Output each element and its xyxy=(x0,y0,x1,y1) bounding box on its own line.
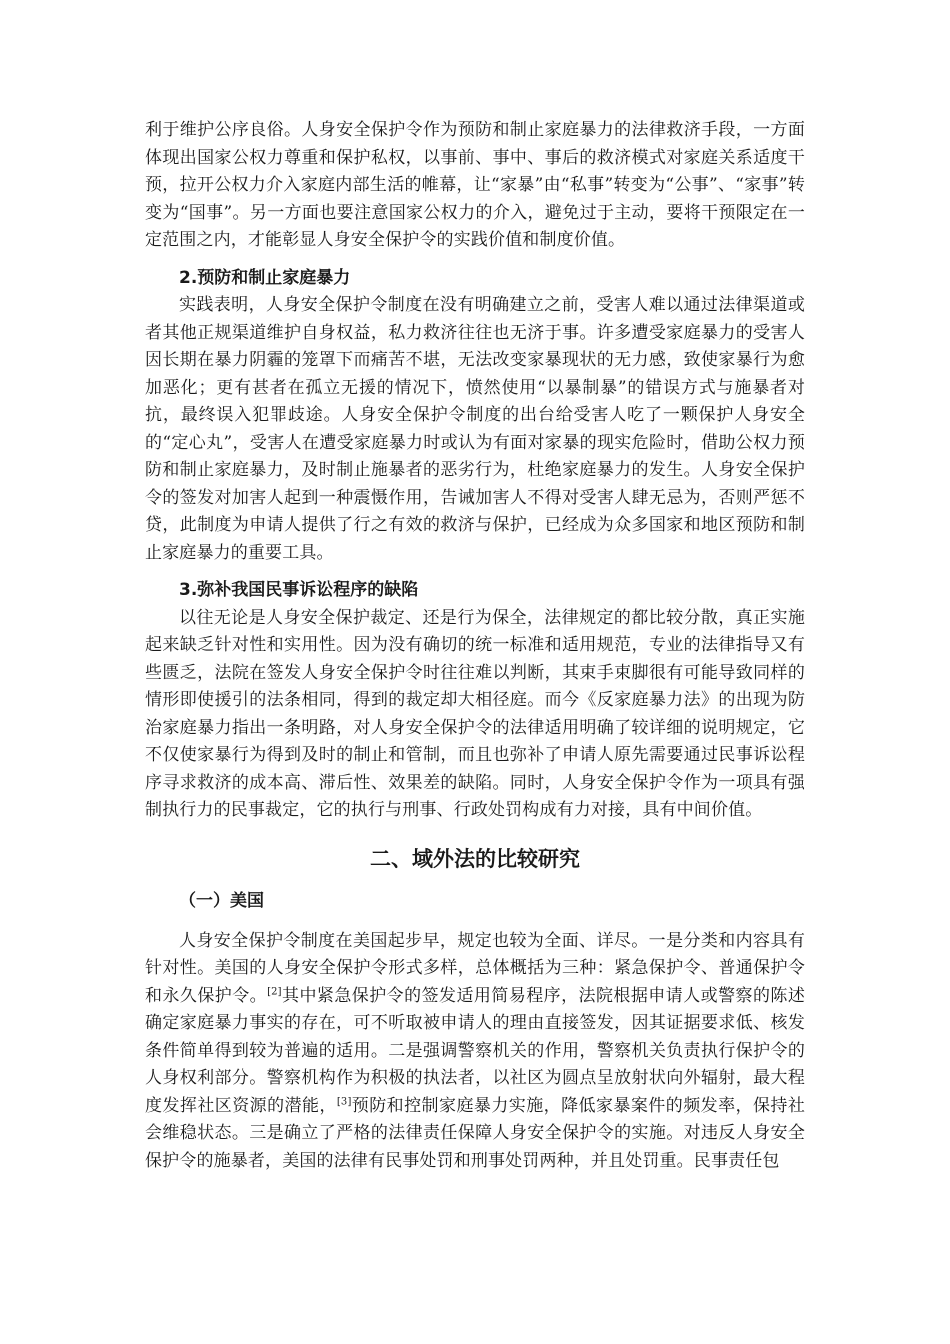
paragraph-public-order: 利于维护公序良俗。人身安全保护令作为预防和制止家庭暴力的法律救济手段，一方面体现出国家公权力尊重和保护私权，以事前、事中、事后的救济模式对家庭关系适度干预，拉开公权力介入家庭内部生活的帷幕，让“家暴”由“私事”转变为“公事”、“家事”转变为“国事”。另一方面也要注意国家公权力的介入，避免过于主动，要将干预限定在一定范围之内，才能彰显人身安全保护令的实践价值和制度价值。 xyxy=(145,120,805,250)
document-page xyxy=(145,117,805,1175)
paragraph-usa xyxy=(145,928,805,1176)
heading-prevent-domestic-violence: 2.预防和制止家庭暴力 xyxy=(179,267,351,288)
paragraph-usa-part-3: 预防和控制家庭暴力实施，降低家暴案件的频发率，保持社会维稳状态。三是确立了严格的法律责任保障人身安全保护令的实施。对违反人身安全保护令的施暴者，美国的法律有民事处罚和刑事处罚两种，并且处罚重。民事责任包 xyxy=(145,1095,805,1171)
section-title-comparative-study: 二、域外法的比较研究 xyxy=(370,846,580,871)
paragraph-civil-procedure-defects: 以往无论是人身安全保护裁定、还是行为保全，法律规定的都比较分散，真正实施起来缺乏针对性和实用性。因为没有确切的统一标准和适用规范，专业的法律指导又有些匮乏，法院在签发人身安全保护令时往往难以判断，其束手束脚很有可能导致同样的情形即使援引的法条相同，得到的裁定却大相径庭。而今《反家庭暴力法》的出现为防治家庭暴力指出一条明路，对人身安全保护令的法律适用明确了较详细的说明规定，它不仅使家暴行为得到及时的制止和管制，而且也弥补了申请人原先需要通过民事诉讼程序寻求救济的成本高、滞后性、效果差的缺陷。同时，人身安全保护令作为一项具有强制执行力的民事裁定，它的执行与刑事、行政处罚构成有力对接，具有中间价值。 xyxy=(145,607,805,820)
paragraph-usa-part-1: 人身安全保护令制度在美国起步早，规定也较为全面、详尽。一是分类和内容具有针对性。美国的人身安全保护令形式多样，总体概括为三种：紧急保护令、普通保护令和永久保护令。 xyxy=(145,930,805,1006)
paragraph-usa-part-2: 其中紧急保护令的签发适用简易程序，法院根据申请人或警察的陈述确定家庭暴力事实的存在，可不听取被申请人的理由直接签发，因其证据要求低、核发条件简单得到较为普遍的适用。二是强调警察机关的作用，警察机关负责执行保护令的人身权利部分。警察机构作为积极的执法者，以社区为圆点呈放射状向外辐射，最大程度发挥社区资源的潜能， xyxy=(145,985,805,1116)
subsection-title-usa: （一）美国 xyxy=(179,890,264,911)
paragraph-prevent-domestic-violence: 实践表明，人身安全保护令制度在没有明确建立之前，受害人难以通过法律渠道或者其他正规渠道维护自身权益，私力救济往往也无济于事。许多遭受家庭暴力的受害人因长期在暴力阴霾的笼罩下而痛苦不堪，无法改变家暴现状的无力感，致使家暴行为愈加恶化；更有甚者在孤立无援的情况下，愤然使用“以暴制暴”的错误方式与施暴者对抗，最终误入犯罪歧途。人身安全保护令制度的出台给受害人吃了一颗保护人身安全的“定心丸”，受害人在遭受家庭暴力时或认为有面对家暴的现实危险时，借助公权力预防和制止家庭暴力，及时制止施暴者的恶劣行为，杜绝家庭暴力的发生。人身安全保护令的签发对加害人起到一种震慑作用，告诫加害人不得对受害人肆无忌为，否则严惩不贷，此制度为申请人提供了行之有效的救济与保护，已经成为众多国家和地区预防和制止家庭暴力的重要工具。 xyxy=(145,295,805,563)
footnote-ref-2[interactable]: [2] xyxy=(267,985,282,997)
heading-civil-procedure-defects: 3.弥补我国民事诉讼程序的缺陷 xyxy=(179,580,419,600)
footnote-ref-3[interactable]: [3] xyxy=(336,1095,352,1107)
